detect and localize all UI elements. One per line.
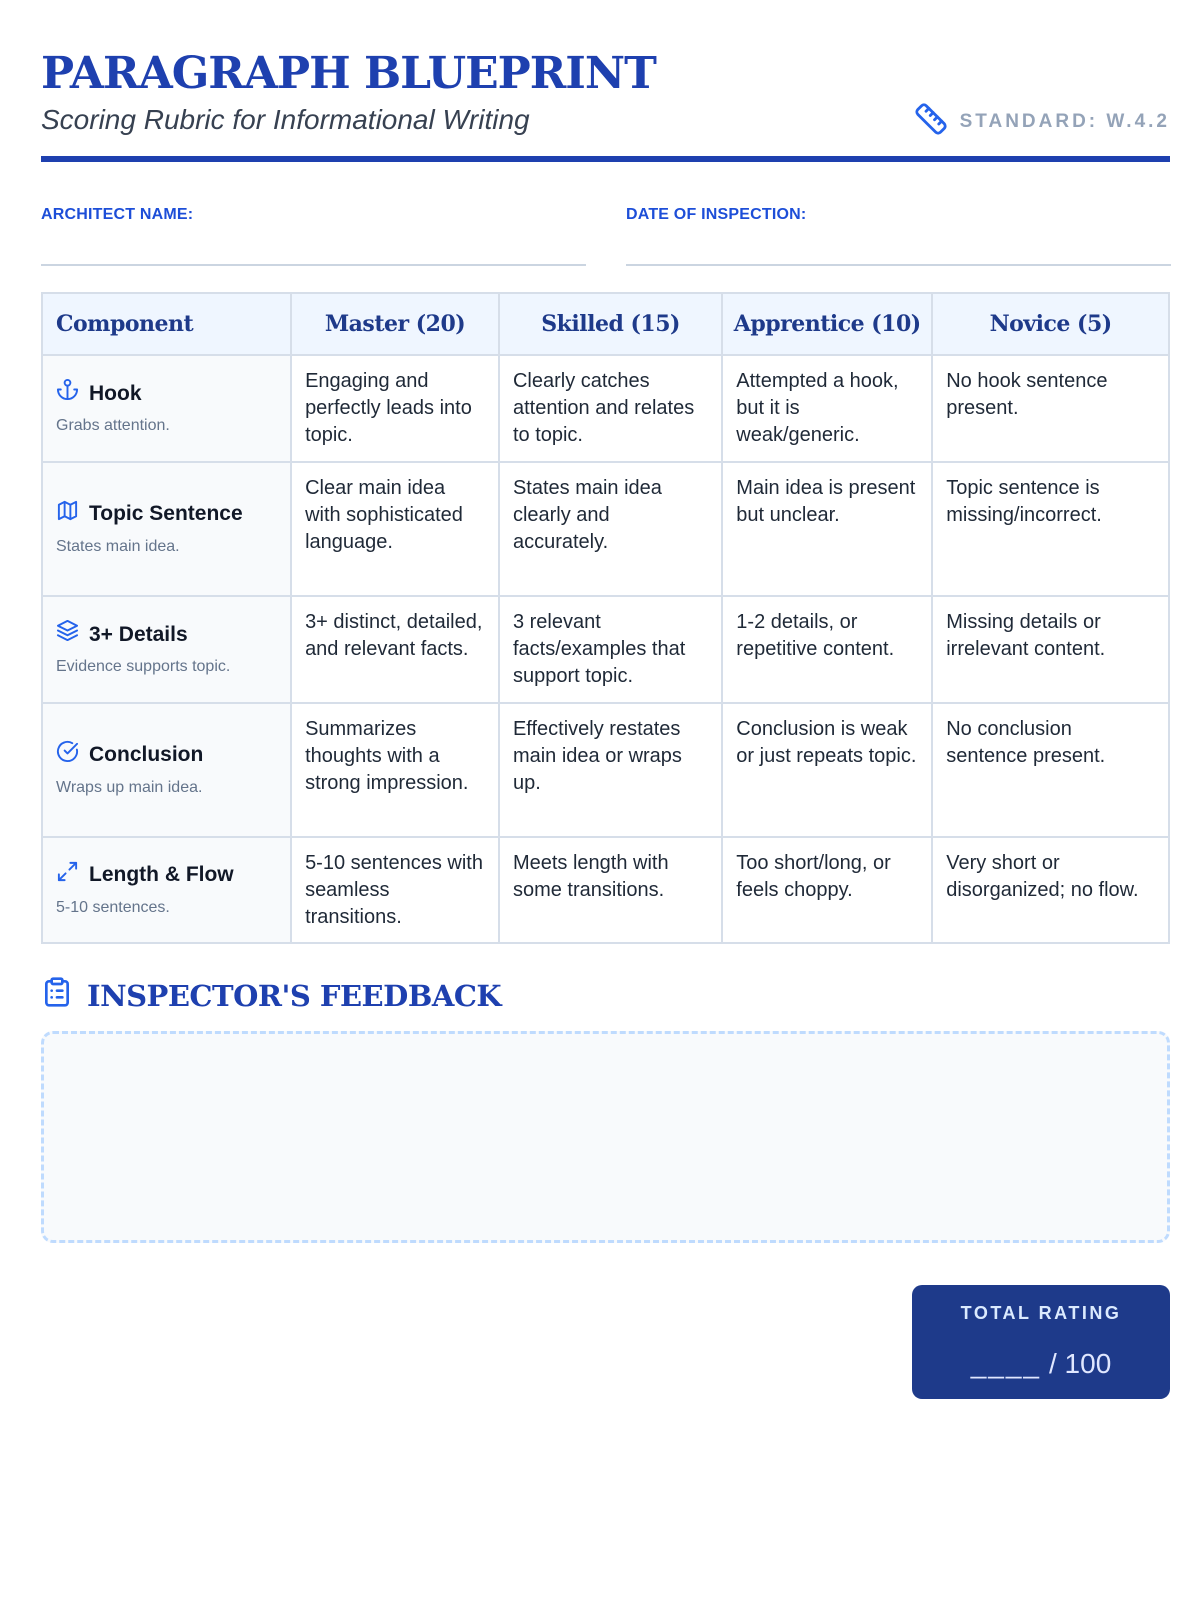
column-header: Skilled (15) [499, 293, 722, 355]
date-label: DATE OF INSPECTION: [626, 206, 807, 223]
table-row [42, 596, 1169, 703]
architect-name-field[interactable] [41, 206, 586, 266]
rubric-cell: Meets length with some transitions. [499, 837, 722, 943]
column-header: Apprentice (10) [722, 293, 932, 355]
rubric-cell: Attempted a hook, but it is weak/generic. [722, 355, 932, 462]
clipboard-list-icon [41, 976, 73, 1015]
table-row [42, 355, 1169, 462]
map-icon [56, 499, 79, 529]
rubric-cell: 5-10 sentences with seamless transitions. [291, 837, 499, 943]
date-line[interactable] [626, 262, 1171, 266]
component-title: Hook [89, 381, 142, 405]
component-cell [42, 355, 291, 462]
anchor-icon [56, 378, 79, 408]
table-row [42, 703, 1169, 837]
rubric-page [41, 40, 1170, 1379]
rubric-cell: 1-2 details, or repetitive content. [722, 596, 932, 703]
column-header: Novice (5) [932, 293, 1169, 355]
component-title: Conclusion [89, 743, 204, 766]
page-subtitle: Scoring Rubric for Informational Writing [41, 104, 530, 135]
rubric-cell: States main idea clearly and accurately. [499, 462, 722, 596]
table-header-row [42, 293, 1169, 355]
component-description: Wraps up main idea. [56, 778, 203, 796]
column-header: Master (20) [291, 293, 499, 355]
rubric-cell: 3+ distinct, detailed, and relevant facts. [291, 596, 499, 703]
page-title: PARAGRAPH BLUEPRINT [41, 48, 656, 99]
check-circle-icon [56, 740, 79, 770]
total-rating-blank[interactable]: ____ [970, 1348, 1041, 1379]
architect-name-label: ARCHITECT NAME: [41, 206, 194, 223]
total-rating-label: TOTAL RATING [960, 1303, 1122, 1323]
layers-icon [56, 619, 79, 649]
component-cell [42, 596, 291, 703]
component-cell [42, 703, 291, 837]
total-rating-box [912, 1285, 1170, 1399]
header [41, 40, 1170, 162]
rubric-cell: No hook sentence present. [932, 355, 1169, 462]
rubric-table [41, 292, 1170, 944]
rubric-cell: Too short/long, or feels choppy. [722, 837, 932, 943]
component-cell [42, 837, 291, 943]
total-rating-value [912, 1348, 1170, 1380]
rubric-cell: Engaging and perfectly leads into topic. [291, 355, 499, 462]
component-title: Topic Sentence [89, 502, 243, 525]
rubric-cell: Topic sentence is missing/incorrect. [932, 462, 1169, 596]
table-row [42, 462, 1169, 596]
rubric-cell: Clear main idea with sophisticated language. [291, 462, 499, 596]
component-description: States main idea. [56, 537, 180, 555]
rubric-cell: Very short or disorganized; no flow. [932, 837, 1169, 943]
column-header: Component [42, 293, 291, 355]
table-row [42, 837, 1169, 943]
rubric-cell: Conclusion is weak or just repeats topic. [722, 703, 932, 837]
architect-name-line[interactable] [41, 262, 586, 266]
ruler-icon [914, 102, 948, 142]
feedback-box[interactable] [41, 1031, 1170, 1243]
standard-badge [914, 102, 1170, 142]
rubric-cell: No conclusion sentence present. [932, 703, 1169, 837]
component-title: 3+ Details [89, 622, 188, 646]
expand-icon [56, 860, 79, 890]
feedback-title: INSPECTOR'S FEEDBACK [87, 978, 502, 1013]
component-description: Grabs attention. [56, 417, 170, 434]
component-description: 5-10 sentences. [56, 898, 170, 916]
rubric-cell: Effectively restates main idea or wraps up. [499, 703, 722, 837]
rubric-cell: 3 relevant facts/examples that support topic. [499, 596, 722, 703]
total-rating-suffix: / 100 [1049, 1348, 1112, 1379]
date-field[interactable] [626, 206, 1171, 266]
info-fields [41, 162, 1170, 292]
rubric-cell: Missing details or irrelevant content. [932, 596, 1169, 703]
rubric-cell: Summarizes thoughts with a strong impression. [291, 703, 499, 837]
rubric-cell: Clearly catches attention and relates to topic. [499, 355, 722, 462]
feedback-heading [41, 976, 1170, 1015]
rubric-cell: Main idea is present but unclear. [722, 462, 932, 596]
component-cell [42, 462, 291, 596]
standard-label: STANDARD: W.4.2 [959, 111, 1170, 132]
component-title: Length & Flow [89, 863, 234, 886]
component-description: Evidence supports topic. [56, 658, 231, 675]
